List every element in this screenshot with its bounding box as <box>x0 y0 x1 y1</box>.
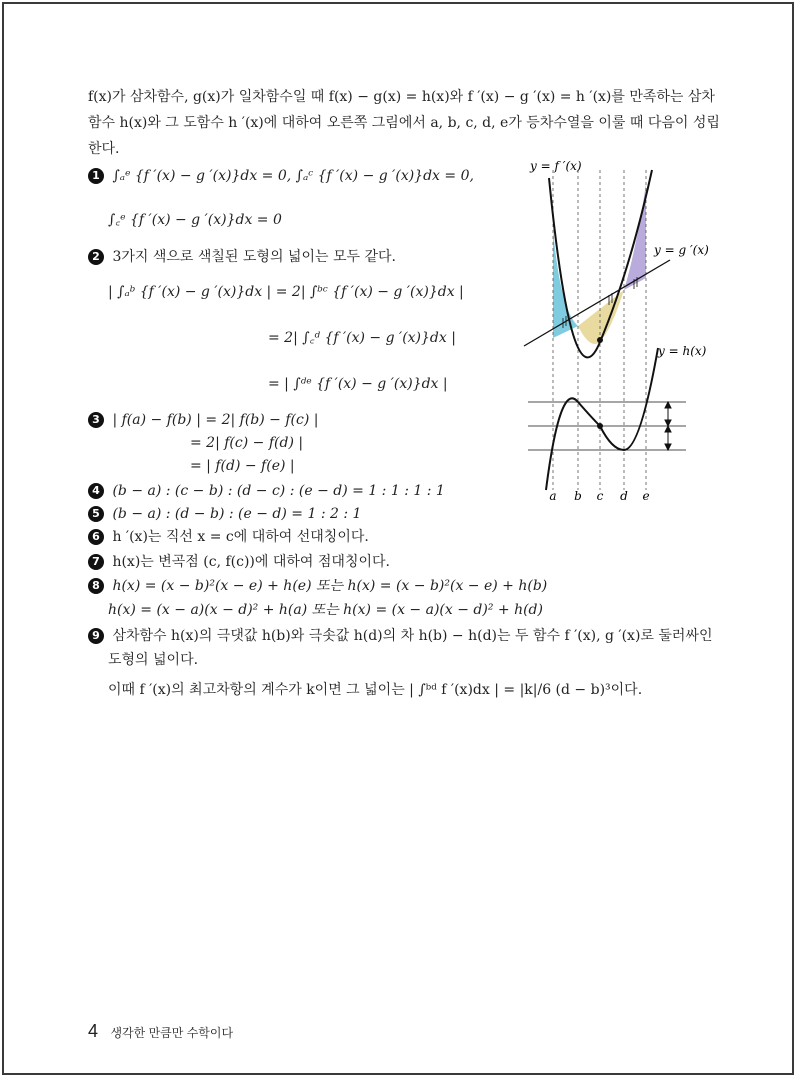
intro-paragraph: f(x)가 삼차함수, g(x)가 일차함수일 때 f(x) − g(x) = h(x)와 f ′(x) − g ′(x) = h ′(x)를 만족하는 삼차 함수 h(x)와 그 도함수 h ′(x)에 대하여 오른쪽 그림에서 a, b, c, d, e가 등차수열을 이룰 때 다음이 성립한다. <box>88 89 720 157</box>
item-7 <box>88 552 390 572</box>
item-number: 9 <box>88 628 104 644</box>
item-number: 2 <box>88 249 104 265</box>
item-4 <box>88 481 445 501</box>
label-gprime: y = g ′(x) <box>654 243 709 257</box>
x-axis-labels <box>549 489 649 503</box>
x-label: e <box>642 489 650 503</box>
x-label: b <box>574 489 582 503</box>
vertex-point <box>597 337 603 343</box>
item-line: h(x) = (x − a)(x − d)² + h(a) 또는 h(x) = (x − a)(x − d)² + h(d) <box>108 602 543 618</box>
page-number: 4 <box>88 1021 99 1041</box>
x-label: c <box>596 489 604 503</box>
item-8 <box>88 576 547 596</box>
function-graph-figure <box>512 150 712 510</box>
item-line: (b − a) : (c − b) : (d − c) : (e − d) = 1 : 1 : 1 : 1 <box>112 483 445 499</box>
item-line: | ∫ₐᵇ {f ′(x) − g ′(x)}dx | = 2| ∫ᵇᶜ {f ′(x) − g ′(x)}dx | <box>108 284 464 300</box>
item-line: h ′(x)는 직선 x = c에 대하여 선대칭이다. <box>112 529 369 545</box>
item-1 <box>88 166 474 186</box>
h-curve <box>546 348 658 490</box>
item-line: 도형의 넓이다. <box>108 652 199 668</box>
item-line: 3가지 색으로 색칠된 도형의 넓이는 모두 같다. <box>112 249 396 265</box>
x-label: a <box>549 489 557 503</box>
item-number: 1 <box>88 168 104 184</box>
item-line: ∫꜀ᵉ {f ′(x) − g ′(x)}dx = 0 <box>108 212 282 228</box>
item-5 <box>88 504 361 524</box>
item-number: 8 <box>88 578 104 594</box>
item-2 <box>88 247 396 267</box>
footer-title: 생각한 만큼만 수학이다 <box>110 1026 234 1040</box>
item-number: 4 <box>88 483 104 499</box>
item-number: 7 <box>88 554 104 570</box>
item-line: ∫ₐᵉ {f ′(x) − g ′(x)}dx = 0, ∫ₐᶜ {f ′(x) − g ′(x)}dx = 0, <box>112 168 474 184</box>
item-line: = 2| ∫꜀ᵈ {f ′(x) − g ′(x)}dx | <box>268 330 456 346</box>
page-footer <box>88 1021 233 1042</box>
item-line: = | ∫ᵈᵉ {f ′(x) − g ′(x)}dx | <box>268 376 448 392</box>
item-number: 5 <box>88 506 104 522</box>
label-h: y = h(x) <box>658 344 707 358</box>
item-line: h(x) = (x − b)²(x − e) + h(e) 또는 h(x) = (x − b)²(x − e) + h(b) <box>112 578 548 594</box>
item-line: = | f(d) − f(e) | <box>190 458 295 474</box>
item-number: 6 <box>88 529 104 545</box>
item-number: 3 <box>88 412 104 428</box>
item-line: h(x)는 변곡점 (c, f(c))에 대하여 점대칭이다. <box>112 554 390 570</box>
item-line: 삼차함수 h(x)의 극댓값 h(b)와 극솟값 h(d)의 차 h(b) − h(d)는 두 함수 f ′(x), g ′(x)로 둘러싸인 <box>112 628 713 644</box>
label-fprime: y = f ′(x) <box>530 159 582 173</box>
item-line: 이때 f ′(x)의 최고차항의 계수가 k이면 그 넓이는 | ∫ᵇᵈ f ′(x)dx | = |k|/6 (d − b)³이다. <box>108 682 643 698</box>
item-9 <box>88 626 712 646</box>
x-label: d <box>620 489 628 503</box>
item-line: (b − a) : (d − b) : (e − d) = 1 : 2 : 1 <box>112 506 362 522</box>
item-line: | f(a) − f(b) | = 2| f(b) − f(c) | <box>112 412 319 428</box>
item-line: = 2| f(c) − f(d) | <box>190 435 304 451</box>
inflection-point <box>597 423 603 429</box>
item-3 <box>88 410 318 430</box>
item-6 <box>88 527 369 547</box>
